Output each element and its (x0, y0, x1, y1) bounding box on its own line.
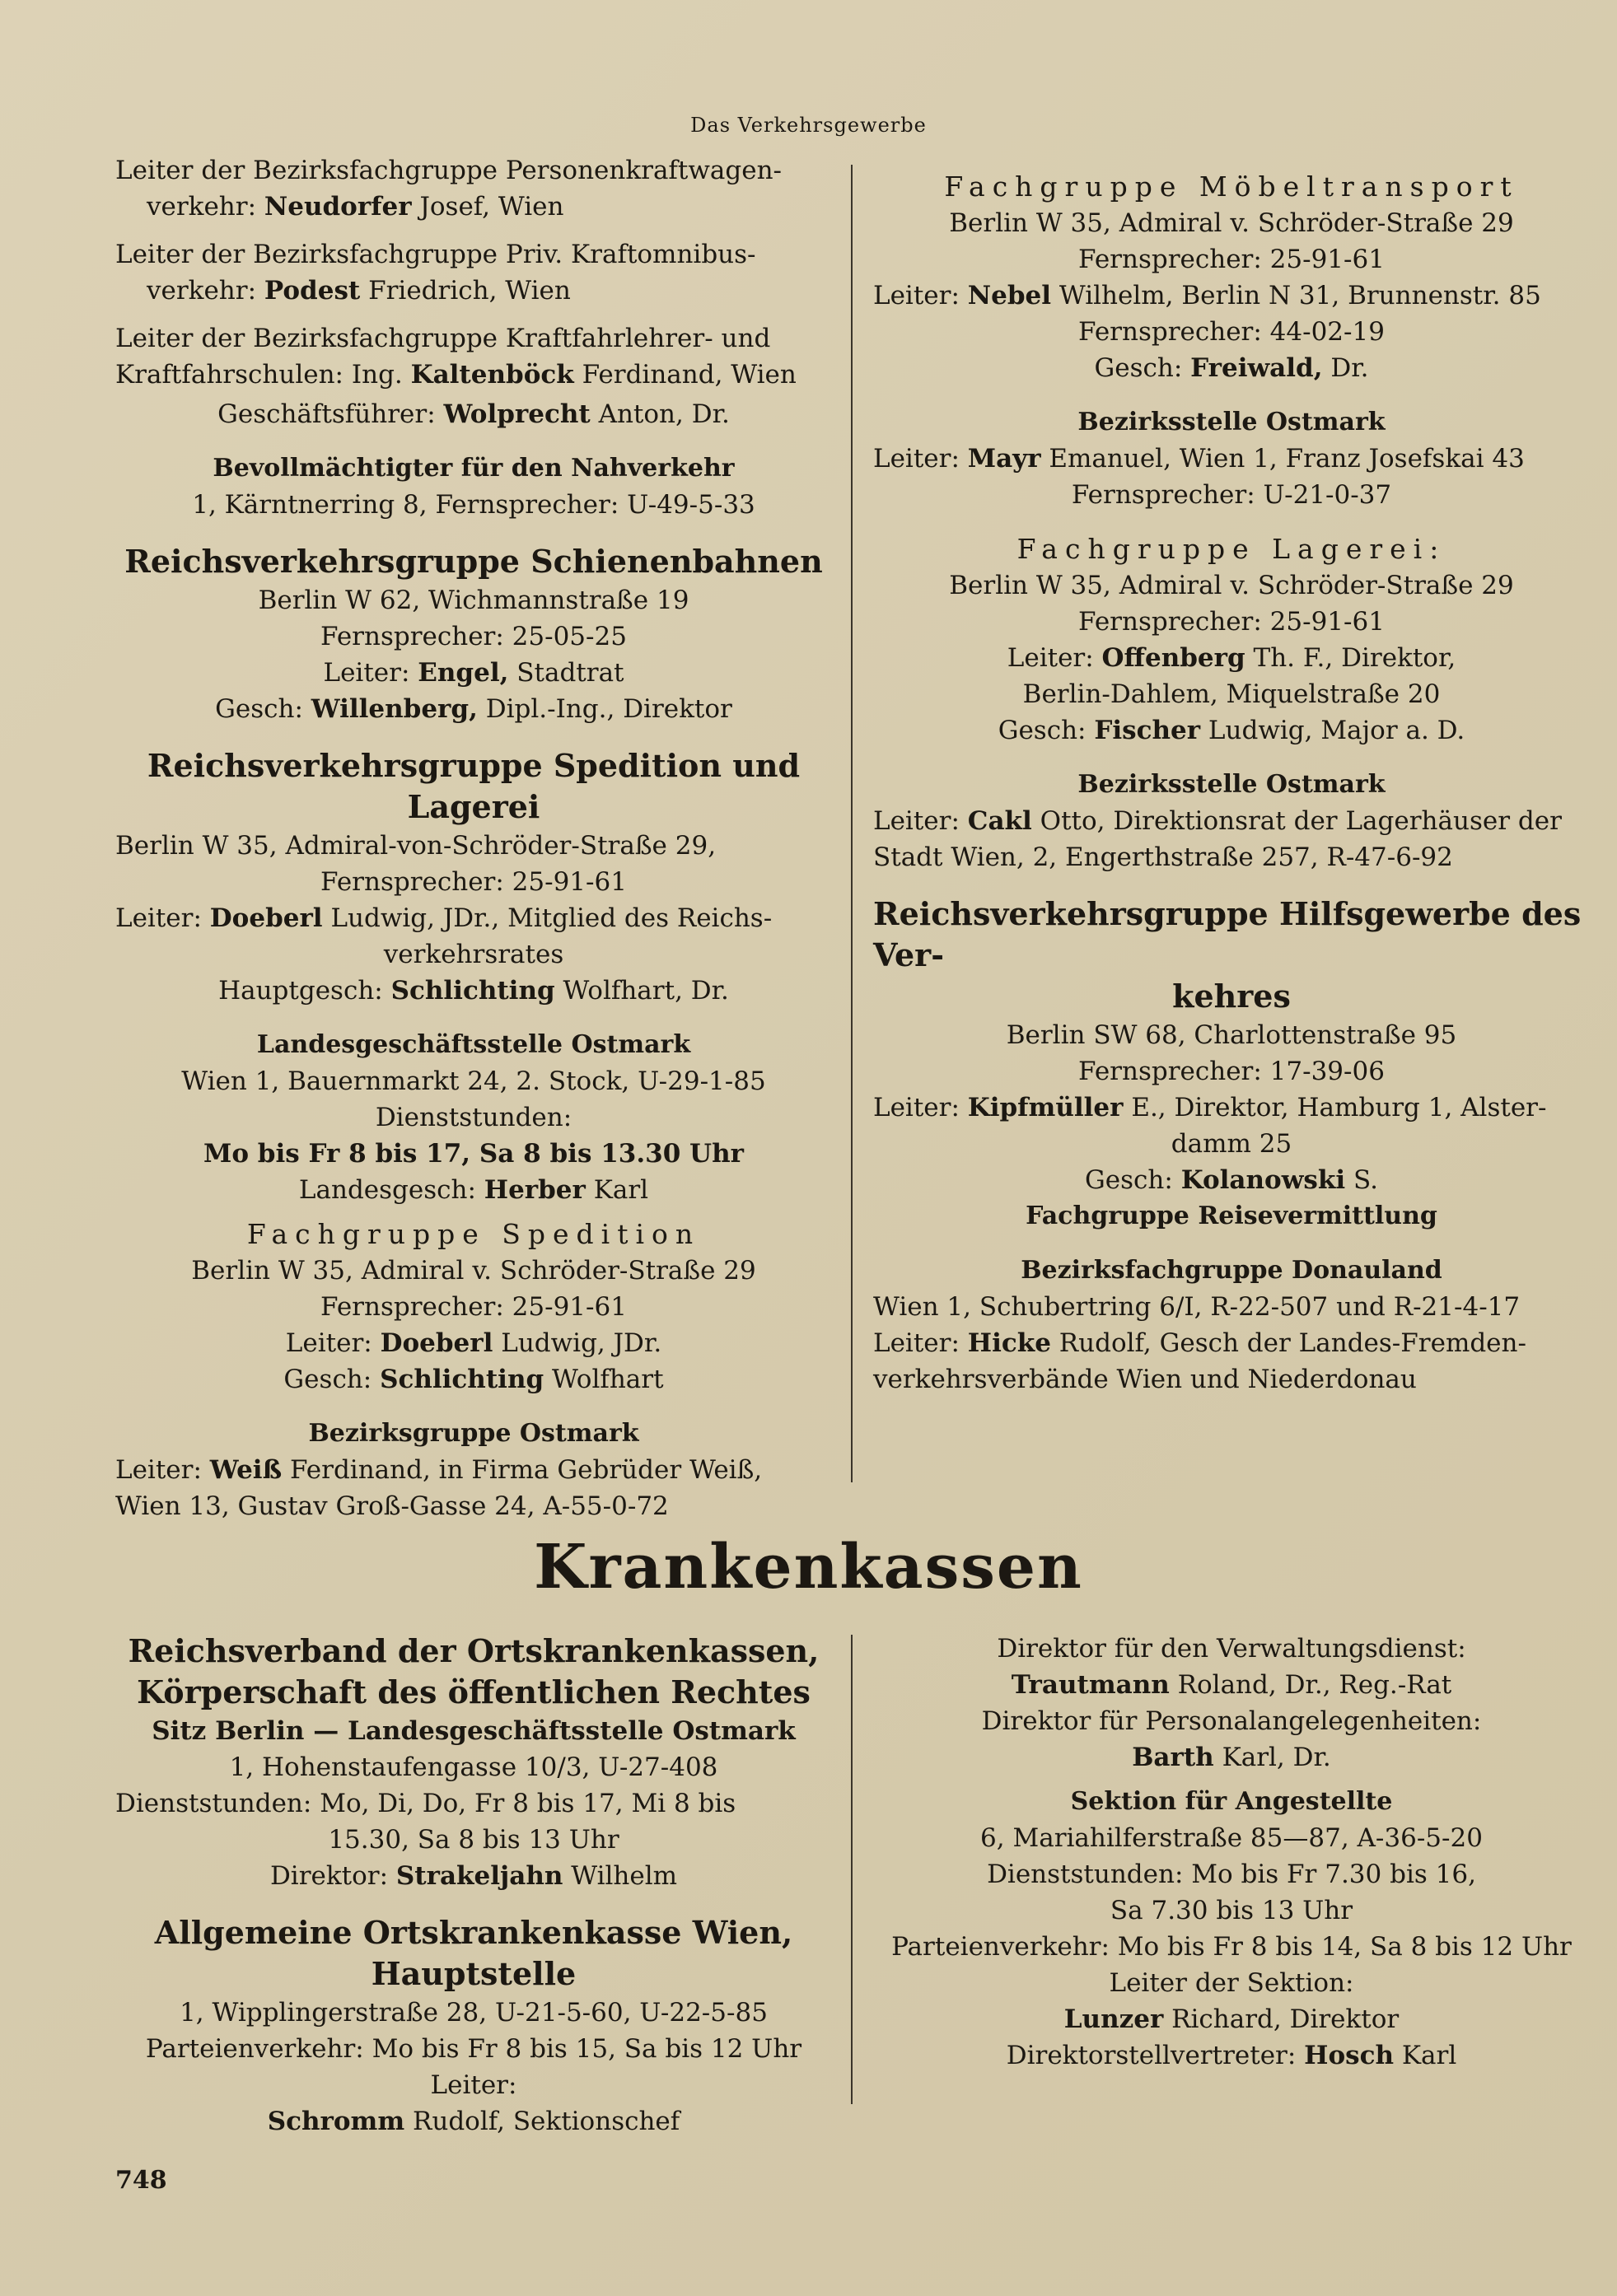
left-top-column: Leiter der Bezirksfachgruppe Personenkraftwagen- verkehr: Neudorfer Josef, Wien Leiter der Bezirksfachgruppe Priv. Kraftomnibus- verkehr: Podest Friedrich, Wien Leiter der Bezirksfachgruppe Kraftfahrlehrer- und Kraftfahrschulen: Ing. Kaltenböck Ferdinand, Wien Geschäftsführer: Wolprecht Anton, Dr. Bevollmächtigter für den Nahverkehr 1, Kärntnerring 8, Fernsprecher: U-49-5-33 Reichsverkehrsgruppe Schienenbahnen Berlin W 62, Wichmannstraße 19 Fernsprecher: 25-05-25 Leiter: Engel, Stadtrat Gesch: Willenberg, Dipl.-Ing., Direktor Reichsverkehrsgruppe Spedition und Lagerei Berlin W 35, Admiral-von-Schröder-Straße 29, Fernsprecher: 25-91-61 Leiter: Doeberl Ludwig, JDr., Mitglied des Reichs- verkehrsrates Hauptgesch: Schlichting Wolfhart, Dr. Landesgeschäftsstelle Ostmark Wien 1, Bauernmarkt 24, 2. Stock, U-29-1-85 Dienststunden: Mo bis Fr 8 bis 17, Sa 8 bis 13.30 Uhr Landesgesch: Herber Karl Fachgruppe Spedition Berlin W 35, Admiral v. Schröder-Straße 29 Fernsprecher: 25-91-61 Leiter: Doeberl Ludwig, JDr. Gesch: Schlichting Wolfhart Bezirksgruppe Ostmark Leiter: Weiß Ferdinand, in Firma Gebrüder Weiß, Wien 13, Gustav Groß-Gasse 24, A-55-0-72 (115, 152, 832, 1524)
right-top-column: Fachgruppe Möbeltransport Berlin W 35, Admiral v. Schröder-Straße 29 Fernsprecher: 25-91-61 Leiter: Nebel Wilhelm, Berlin N 31, Brunnenstr. 85 Fernsprecher: 44-02-19 Gesch: Freiwald, Dr. Bezirksstelle Ostmark Leiter: Mayr Emanuel, Wien 1, Franz Josefskai 43 Fernsprecher: U-21-0-37 Fachgruppe Lagerei: Berlin W 35, Admiral v. Schröder-Straße 29 Fernsprecher: 25-91-61 Leiter: Offenberg Th. F., Direktor, Berlin-Dahlem, Miquelstraße 20 Gesch: Fischer Ludwig, Major a. D. Bezirksstelle Ostmark Leiter: Cakl Otto, Direktionsrat der Lagerhäuser der Stadt Wien, 2, Engerthstraße 257, R-47-6-92 Reichsverkehrsgruppe Hilfsgewerbe des Ver- kehres Berlin SW 68, Charlottenstraße 95 Fernsprecher: 17-39-06 Leiter: Kipfmüller E., Direktor, Hamburg 1, Alster- damm 25 Gesch: Kolanowski S. Fachgruppe Reisevermittlung Bezirksfachgruppe Donauland Wien 1, Schubertring 6/I, R-22-507 und R-21-4-17 Leiter: Hicke Rudolf, Gesch der Landes-Fremden- verkehrsverbände Wien und Niederdonau (873, 169, 1590, 1398)
section-heading: Sektion für Angestellte (1070, 1787, 1393, 1816)
right-bottom-column: Direktor für den Verwaltungsdienst: Trautmann Roland, Dr., Reg.-Rat Direktor für Personalangelegenheiten: Barth Karl, Dr. Sektion für Angestellte 6, Mariahilferstraße 85—87, A-36-5-20 Dienststunden: Mo bis Fr 7.30 bis 16, Sa 7.30 bis 13 Uhr Parteienverkehr: Mo bis Fr 8 bis 14, Sa 8 bis 12 Uhr Leiter der Sektion: Lunzer Richard, Direktor Direktorstellvertreter: Hosch Karl (873, 1631, 1590, 2074)
section-heading: Fachgruppe Reisevermittlung (1026, 1202, 1437, 1230)
section-heading: Fachgruppe Spedition (246, 1218, 701, 1250)
entry-kraftomnibus: Leiter der Bezirksfachgruppe Priv. Kraftomnibus- verkehr: Podest Friedrich, Wien (115, 240, 756, 306)
section-heading: Reichsverkehrsgruppe Hilfsgewerbe des Ver- (873, 895, 1582, 973)
section-heading: Reichsverkehrsgruppe Schienenbahnen (124, 543, 823, 580)
section-heading: Reichsverkehrsgruppe Spedition und Lagerei (147, 747, 801, 825)
column-divider (851, 1635, 853, 2104)
section-heading: Fachgruppe Lagerei: (1016, 533, 1446, 565)
entry-personenkraftwagen: Leiter der Bezirksfachgruppe Personenkraftwagen- verkehr: Neudorfer Josef, Wien (115, 156, 783, 222)
geschaeftsfuehrer: Geschäftsführer: Wolprecht Anton, Dr. (217, 399, 730, 429)
column-divider (851, 165, 853, 1482)
section-heading: Bezirksstelle Ostmark (1077, 770, 1386, 799)
section-heading: Fachgruppe Möbeltransport (944, 170, 1519, 203)
section-heading: Allgemeine Ortskrankenkasse Wien, Hauptstelle (154, 1914, 793, 1992)
running-head: Das Verkehrsgewerbe (690, 114, 927, 137)
section-heading: Bezirksfachgruppe Donauland (1021, 1256, 1442, 1285)
section-heading: Landesgeschäftsstelle Ostmark (256, 1030, 691, 1059)
page-number: 748 (115, 2166, 167, 2195)
left-bottom-column: Reichsverband der Ortskrankenkassen, Körperschaft des öffentlichen Rechtes Sitz Berlin — Landesgeschäftsstelle Ostmark 1, Hohenstaufengasse 10/3, U-27-408 Dienststunden: Mo, Di, Do, Fr 8 bis 17, Mi 8 bis 15.30, Sa 8 bis 13 Uhr Direktor: Strakeljahn Wilhelm Allgemeine Ortskrankenkasse Wien, Hauptstelle 1, Wipplingerstraße 28, U-21-5-60, U-22-5-85 Parteienverkehr: Mo bis Fr 8 bis 15, Sa bis 12 Uhr Leiter: Schromm Rudolf, Sektionschef (115, 1631, 832, 2140)
section-heading: Reichsverband der Ortskrankenkassen, (128, 1632, 820, 1669)
entry-kraftfahrlehrer: Leiter der Bezirksfachgruppe Kraftfahrlehrer- und Kraftfahrschulen: Ing. Kaltenböck Ferdinand, Wien (115, 324, 797, 390)
section-heading: Bezirksgruppe Ostmark (308, 1419, 639, 1448)
main-title: Krankenkassen (534, 1532, 1083, 1603)
section-heading: Bezirksstelle Ostmark (1077, 408, 1386, 436)
section-heading: Bevollmächtigter für den Nahverkehr (213, 454, 735, 483)
